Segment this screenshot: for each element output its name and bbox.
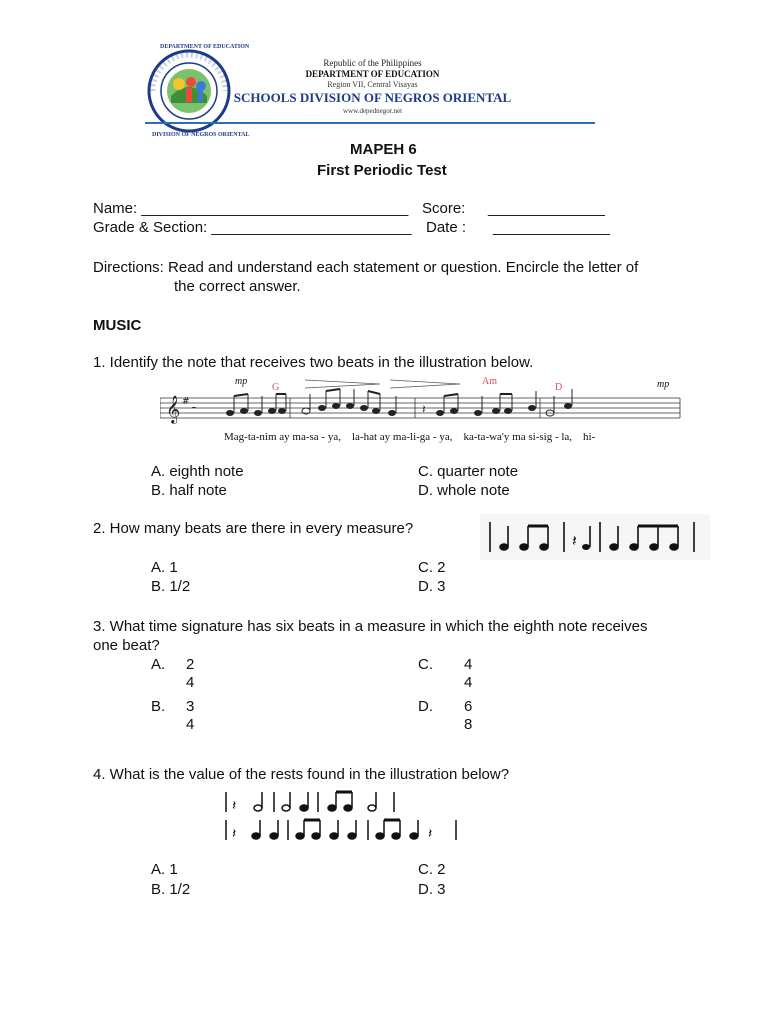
q1-choice-a[interactable]: A. eighth note: [151, 463, 244, 480]
q3-choice-b-top: 3: [186, 698, 195, 715]
q2-choice-c[interactable]: C. 2: [418, 559, 446, 576]
q1-choice-c[interactable]: C. quarter note: [418, 463, 519, 480]
question-1-text: 1. Identify the note that receives two beats in the illustration below.: [93, 354, 534, 371]
q3-choice-c-letter: C.: [418, 656, 433, 673]
q4-choice-a[interactable]: A. 1: [151, 861, 178, 878]
svg-text:𝄽: 𝄽: [232, 797, 237, 813]
score-field-label: Score:: [422, 200, 466, 217]
q2-choice-d[interactable]: D. 3: [418, 578, 446, 595]
question-4-text: 4. What is the value of the rests found in the illustration below?: [93, 766, 510, 783]
svg-text:𝄻: 𝄻: [192, 405, 196, 416]
section-heading: MUSIC: [93, 317, 142, 334]
score-field-line: ______________: [488, 200, 605, 217]
rhythm-illustration-q2: [480, 514, 710, 560]
directions-line-2: the correct answer.: [174, 278, 301, 295]
q3-choice-a-bottom: 4: [186, 674, 195, 691]
svg-text:𝄽: 𝄽: [232, 825, 237, 841]
q3-choice-a-letter: A.: [151, 656, 166, 673]
region-text: Region VII, Central Visayas: [327, 80, 418, 89]
dynamics-marking-start: mp: [235, 376, 248, 387]
q1-choice-b[interactable]: B. half note: [151, 482, 227, 499]
grade-section-field-label: Grade & Section: ________________________: [93, 219, 412, 236]
seal-bottom-text: DIVISION OF NEGROS ORIENTAL: [152, 132, 250, 138]
q3-choice-d-letter: D.: [418, 698, 433, 715]
subject-title: MAPEH 6: [350, 141, 417, 158]
directions-line-1: Directions: Read and understand each statement or question. Encircle the letter of: [93, 259, 639, 276]
q3-choice-d-top: 6: [464, 698, 473, 715]
rhythm-illustration-q4: [220, 788, 465, 844]
letterhead-text: [230, 58, 515, 115]
q1-choice-d[interactable]: D. whole note: [418, 482, 510, 499]
chord-label-d: D: [555, 382, 563, 393]
name-field-label: Name: ________________________________: [93, 200, 409, 217]
question-3-text-line-2: one beat?: [93, 637, 160, 654]
svg-text:𝄽: 𝄽: [422, 402, 426, 416]
music-staff-illustration: [160, 376, 685, 448]
date-field-line: ______________: [493, 219, 610, 236]
department-text: DEPARTMENT OF EDUCATION: [305, 69, 440, 79]
q4-choice-d[interactable]: D. 3: [418, 881, 446, 898]
song-lyrics: Mag-ta-nim ay ma-sa - ya, la-hat ay ma-li-ga - ya, ka-ta-wa'y ma si-sig - la, hi-: [224, 431, 596, 443]
question-3-text-line-1: 3. What time signature has six beats in a measure in which the eighth note receives: [93, 618, 648, 635]
svg-text:𝄞: 𝄞: [166, 395, 181, 423]
q3-choice-d-bottom: 8: [464, 716, 473, 733]
q4-choice-c[interactable]: C. 2: [418, 861, 446, 878]
dynamics-marking-end: mp: [657, 379, 670, 390]
q4-choice-b[interactable]: B. 1/2: [151, 881, 191, 898]
svg-text:𝄽: 𝄽: [428, 825, 433, 841]
division-text: SCHOOLS DIVISION OF NEGROS ORIENTAL: [233, 90, 512, 105]
chord-label-am: Am: [482, 376, 497, 387]
q2-choice-a[interactable]: A. 1: [151, 559, 178, 576]
website-text: www.depednegor.net: [342, 107, 403, 115]
chord-label-g: G: [272, 382, 280, 393]
seal-top-text: DEPARTMENT OF EDUCATION: [160, 44, 250, 50]
test-title: First Periodic Test: [317, 162, 447, 179]
q3-choice-b-letter: B.: [151, 698, 166, 715]
q3-choice-a-top: 2: [186, 656, 195, 673]
question-2-text: 2. How many beats are there in every measure?: [93, 520, 414, 537]
header-divider: [145, 122, 595, 124]
svg-text:#: #: [182, 397, 190, 407]
svg-text:𝄽: 𝄽: [572, 533, 577, 550]
q3-choice-b-bottom: 4: [186, 716, 195, 733]
date-field-label: Date :: [426, 219, 467, 236]
q2-choice-b[interactable]: B. 1/2: [151, 578, 191, 595]
q3-choice-c-top: 4: [464, 656, 473, 673]
q3-choice-c-bottom: 4: [464, 674, 473, 691]
republic-text: Republic of the Philippines: [323, 58, 422, 68]
